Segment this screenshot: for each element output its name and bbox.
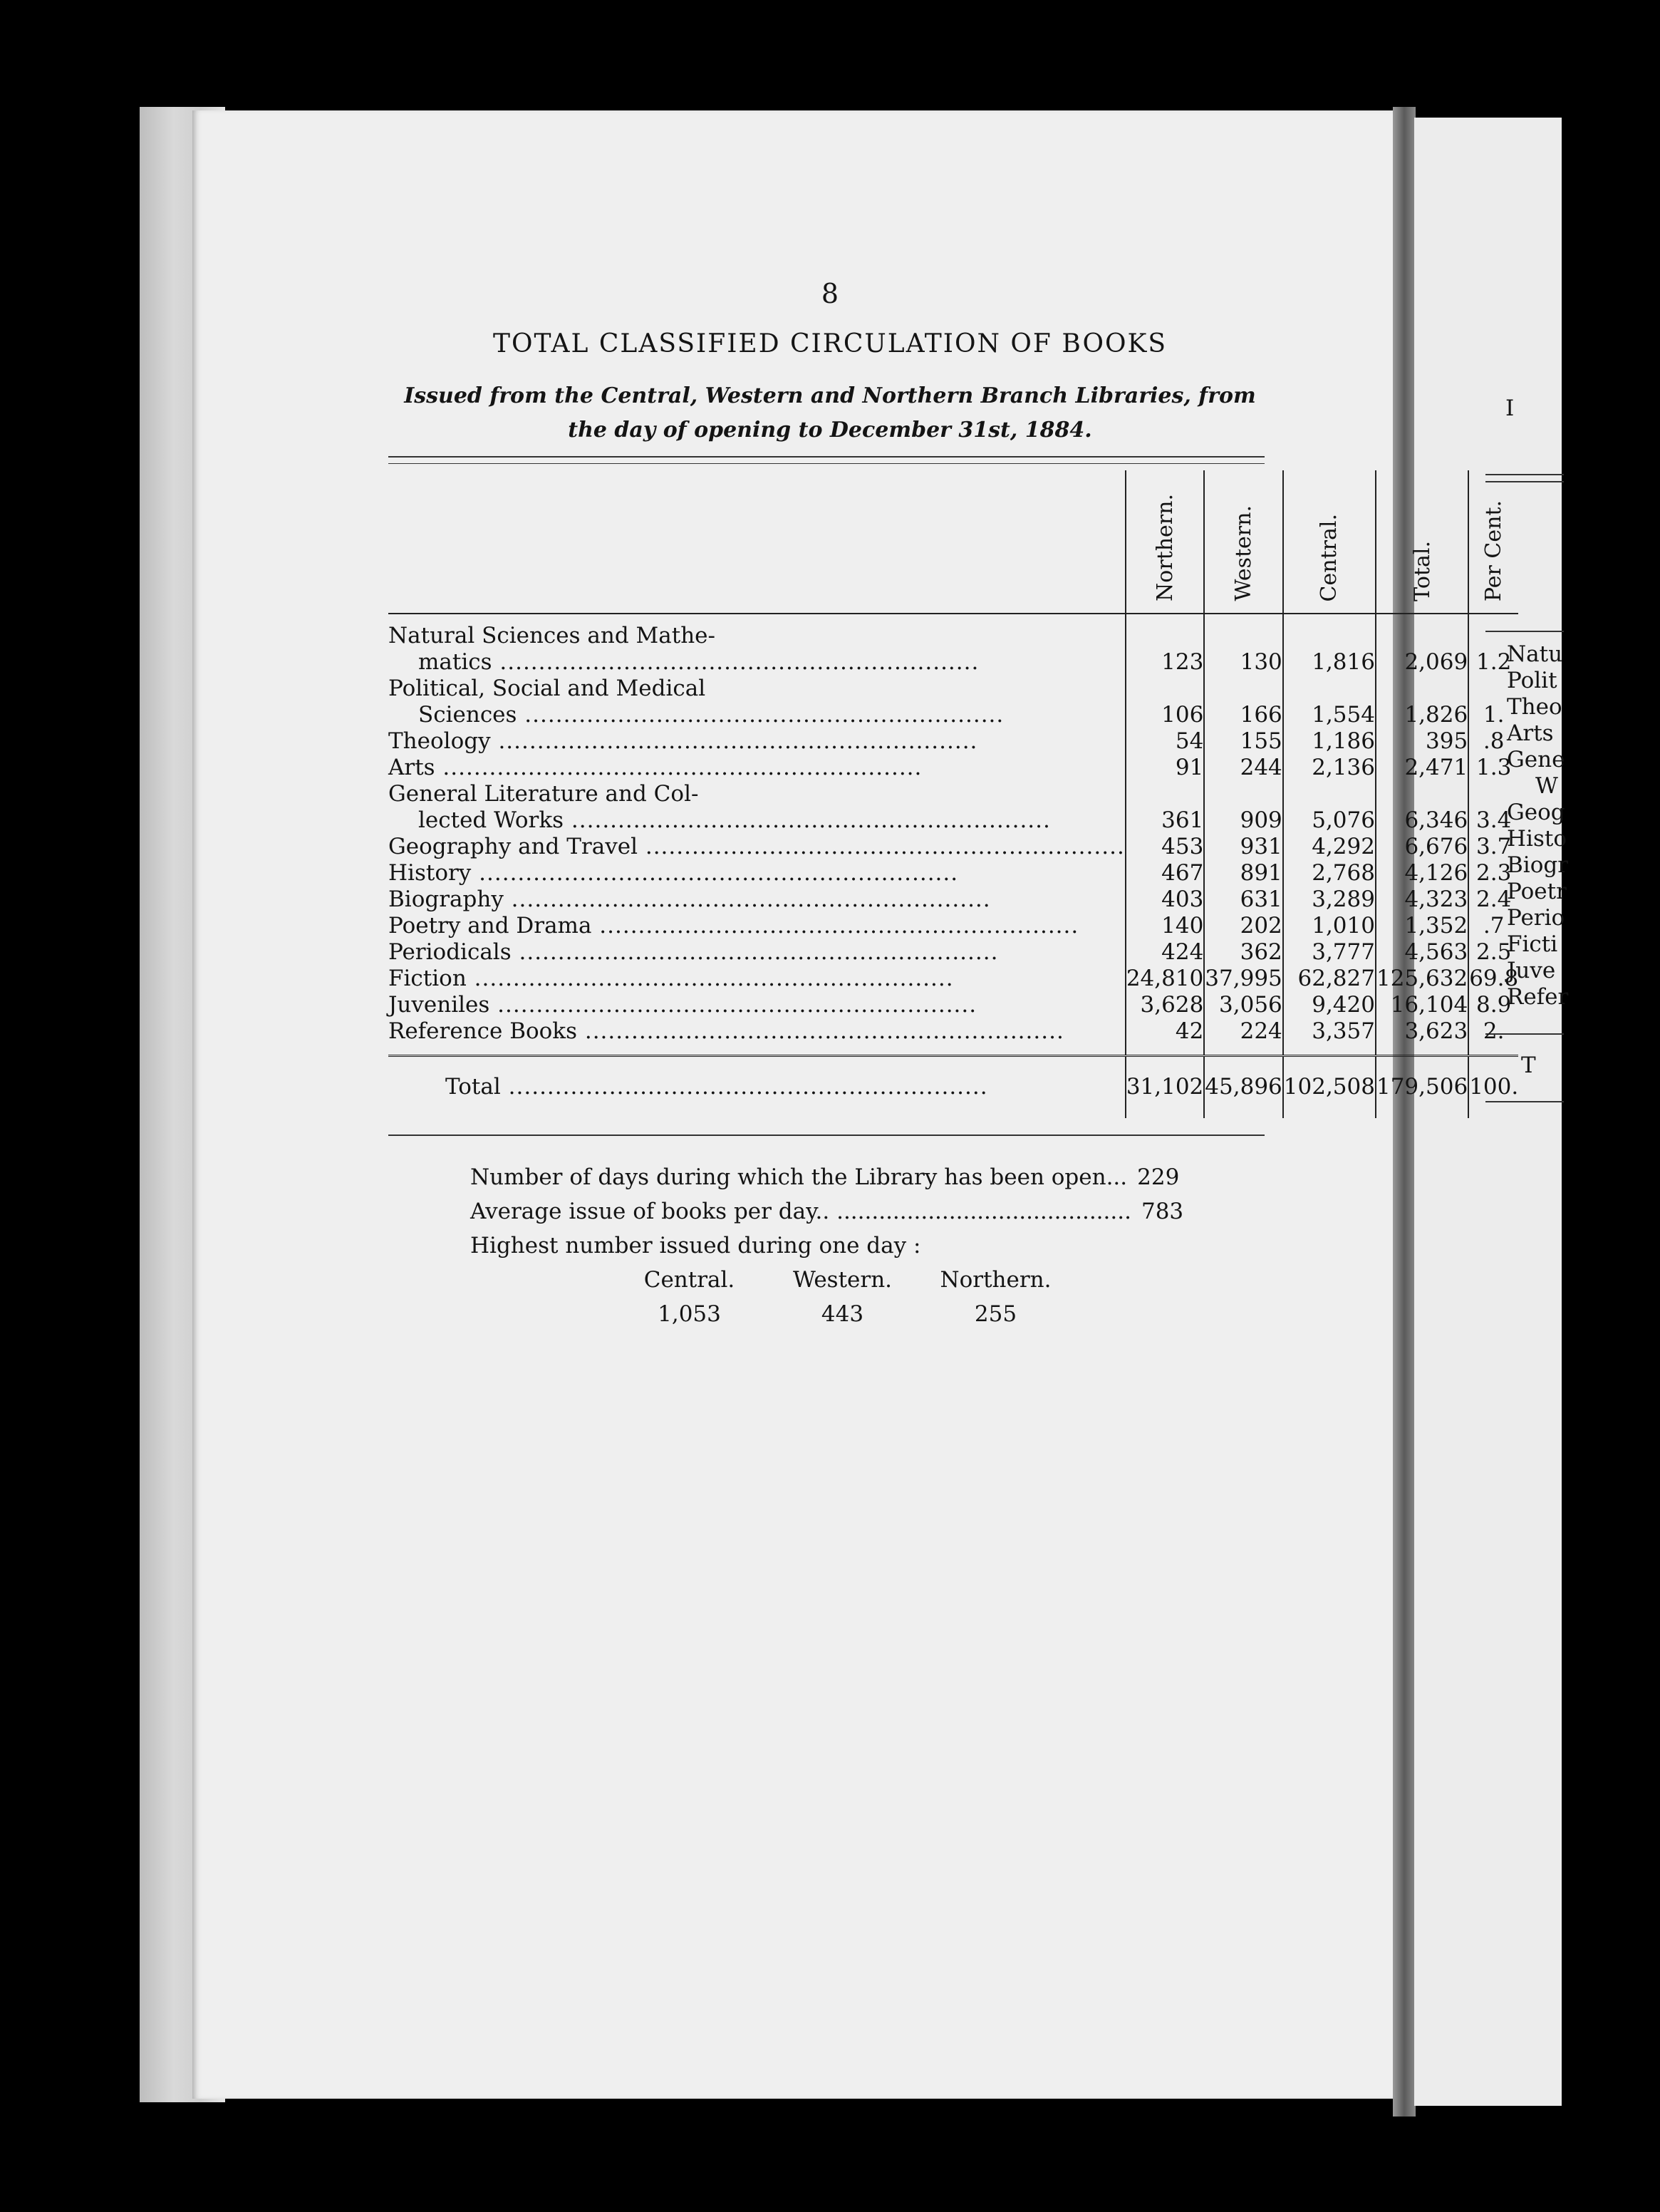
page-title: TOTAL CLASSIFIED CIRCULATION OF BOOKS: [492, 329, 1168, 358]
total-value: 3,623: [1376, 1018, 1468, 1056]
highest-issue-label: Highest number issued during one day :: [470, 1233, 921, 1259]
highest-central-value: 1,053: [658, 1301, 721, 1327]
subtitle-line: the day of opening to December 31st, 1884.: [568, 418, 1092, 443]
category-label: Geography and Travel .....: [388, 834, 1126, 860]
central-value: 4,292: [1283, 834, 1376, 860]
average-issue-value: 783: [1141, 1199, 1184, 1224]
table-row: [388, 614, 1518, 676]
total-value: 395: [1376, 728, 1468, 755]
northern-value: 24,810: [1126, 966, 1204, 991]
category-label: Juveniles .....: [388, 992, 1126, 1018]
days-open-value: 229: [1137, 1164, 1180, 1190]
table-row: [388, 939, 1518, 966]
highest-issue-values: [613, 1297, 1072, 1331]
highest-northern-value: 255: [974, 1301, 1017, 1327]
northern-value: 403: [1126, 887, 1204, 913]
category-header: [388, 470, 1126, 614]
western-value: 362: [1204, 939, 1282, 966]
northern-value: 424: [1126, 939, 1204, 966]
next-page-text: Gene: [1507, 747, 1565, 772]
western-total: 45,896: [1204, 1056, 1282, 1119]
western-value: 631: [1204, 887, 1282, 913]
northern-value: 140: [1126, 913, 1204, 939]
western-value: 37,995: [1205, 966, 1282, 991]
table-row: [388, 992, 1518, 1018]
next-page-text: Natu: [1507, 641, 1563, 667]
northern-value: 361: [1126, 781, 1204, 834]
table-row: [388, 834, 1518, 860]
next-page-text: Polit: [1507, 668, 1557, 693]
column-header: Total.: [1376, 470, 1468, 614]
percent-total: 100.: [1468, 1056, 1518, 1119]
top-rule: [388, 456, 1265, 458]
western-value: 3,056: [1204, 992, 1282, 1018]
western-value: 891: [1204, 860, 1282, 887]
category-label: History .....: [388, 860, 1126, 887]
percent-value: .8: [1468, 728, 1518, 755]
next-page-text: Poetr: [1507, 879, 1567, 904]
central-value: 1,816: [1283, 614, 1376, 676]
column-header: Per Cent.: [1468, 470, 1518, 614]
table-row: [388, 1018, 1518, 1056]
subtitle: [388, 379, 1272, 448]
western-value: 931: [1204, 834, 1282, 860]
percent-value: 8.9: [1468, 992, 1518, 1018]
central-value: 2,136: [1283, 755, 1376, 781]
table-row: [388, 913, 1518, 939]
northern-value: 467: [1126, 860, 1204, 887]
bottom-rule: [388, 1135, 1265, 1136]
average-issue-row: [470, 1194, 1183, 1229]
total-label: Total .....: [388, 1056, 1126, 1119]
central-value: 1,010: [1283, 913, 1376, 939]
highest-central-header: Central.: [643, 1267, 735, 1293]
category-label: Periodicals .....: [388, 939, 1126, 966]
percent-value: 2.5: [1468, 939, 1518, 966]
total-value: 2,069: [1376, 614, 1468, 676]
next-page-text: Ficti: [1507, 931, 1558, 957]
central-value: 3,777: [1283, 939, 1376, 966]
western-value: 244: [1204, 755, 1282, 781]
central-value: 1,554: [1283, 676, 1376, 728]
next-page-text: Arts: [1507, 720, 1554, 746]
total-value: 1,352: [1376, 913, 1468, 939]
category-label: Political, Social and Medical Sciences .....: [388, 676, 1126, 728]
category-label: Arts .....: [388, 755, 1126, 781]
table-row: [388, 966, 1518, 992]
highest-western-header: Western.: [792, 1267, 893, 1293]
next-page-text: Juve: [1507, 958, 1556, 983]
grand-total: 179,506: [1376, 1056, 1468, 1119]
percent-value: 2.3: [1468, 860, 1518, 887]
next-page-text: Histo: [1507, 826, 1567, 852]
total-value: 4,126: [1376, 860, 1468, 887]
percent-value: 2.: [1468, 1018, 1518, 1056]
highest-western-value: 443: [821, 1301, 864, 1327]
circulation-table: [388, 470, 1518, 1118]
category-label: Reference Books .....: [388, 1018, 1126, 1056]
category-label: Biography .....: [388, 887, 1126, 913]
northern-value: 453: [1126, 834, 1204, 860]
total-value: 125,632: [1376, 966, 1468, 991]
central-total: 102,508: [1283, 1056, 1376, 1119]
northern-value: 42: [1126, 1018, 1204, 1056]
next-page-text: I: [1505, 396, 1515, 421]
next-page-text: Theo: [1507, 694, 1562, 720]
total-value: 6,346: [1376, 781, 1468, 834]
northern-value: 123: [1126, 614, 1204, 676]
percent-value: 2.4: [1468, 887, 1518, 913]
next-page-text: Biogr: [1507, 852, 1569, 878]
category-label: Poetry and Drama .....: [388, 913, 1126, 939]
percent-value: 3.7: [1468, 834, 1518, 860]
category-label: Theology .....: [388, 728, 1126, 755]
next-page-text: Refer: [1507, 984, 1569, 1010]
average-issue-label: Average issue of books per day.. ..........................................: [470, 1199, 1131, 1224]
table-row: [388, 676, 1518, 728]
total-value: 6,676: [1376, 834, 1468, 860]
next-page-text: T: [1521, 1053, 1536, 1078]
total-value: 1,826: [1376, 676, 1468, 728]
central-value: 1,186: [1283, 728, 1376, 755]
table-row: [388, 728, 1518, 755]
highest-northern-header: Northern.: [940, 1267, 1052, 1293]
category-label: General Literature and Col- lected Works .....: [388, 781, 1126, 834]
northern-value: 54: [1126, 728, 1204, 755]
western-value: 166: [1204, 676, 1282, 728]
percent-value: 3.4: [1468, 781, 1518, 834]
total-value: 4,323: [1376, 887, 1468, 913]
category-label: Fiction .....: [388, 966, 1126, 992]
central-value: 2,768: [1283, 860, 1376, 887]
western-value: 130: [1204, 614, 1282, 676]
percent-value: 1.2: [1468, 614, 1518, 676]
northern-value: 3,628: [1126, 992, 1204, 1018]
central-value: 5,076: [1283, 781, 1376, 834]
central-value: 3,289: [1283, 887, 1376, 913]
total-row: [388, 1056, 1518, 1119]
total-value: 4,563: [1376, 939, 1468, 966]
northern-value: 106: [1126, 676, 1204, 728]
northern-total: 31,102: [1126, 1056, 1204, 1119]
column-header: Northern.: [1126, 470, 1204, 614]
next-page-text: Geog: [1507, 800, 1565, 825]
table-row: [388, 755, 1518, 781]
highest-issue-headers: [613, 1263, 1072, 1297]
category-label: Natural Sciences and Mathe- matics .....: [388, 614, 1126, 676]
percent-value: 1.3: [1468, 755, 1518, 781]
page-number: 8: [821, 278, 839, 309]
total-value: 2,471: [1376, 755, 1468, 781]
percent-value: 69.8: [1469, 966, 1519, 991]
central-value: 3,357: [1283, 1018, 1376, 1056]
subtitle-line: Issued from the Central, Western and Northern Branch Libraries, from: [404, 383, 1256, 408]
central-value: 9,420: [1283, 992, 1376, 1018]
highest-issue-table: [613, 1263, 1072, 1331]
table-row: [388, 781, 1518, 834]
column-header: Western.: [1204, 470, 1282, 614]
summary-statistics: [470, 1160, 1183, 1263]
central-value: 62,827: [1283, 966, 1376, 992]
western-value: 202: [1204, 913, 1282, 939]
days-open-label: Number of days during which the Library has been open...: [470, 1164, 1128, 1190]
western-value: 155: [1204, 728, 1282, 755]
top-rule: [388, 463, 1265, 464]
western-value: 909: [1204, 781, 1282, 834]
table-row: [388, 860, 1518, 887]
table-row: [388, 887, 1518, 913]
percent-value: .7: [1468, 913, 1518, 939]
western-value: 224: [1204, 1018, 1282, 1056]
column-header: Central.: [1283, 470, 1376, 614]
percent-value: 1.: [1468, 676, 1518, 728]
total-value: 16,104: [1376, 992, 1468, 1018]
northern-value: 91: [1126, 755, 1204, 781]
next-page-text: Perio: [1507, 905, 1565, 931]
table-header-row: [388, 470, 1518, 614]
next-page-text: W: [1535, 773, 1558, 799]
days-open-row: [470, 1160, 1183, 1194]
